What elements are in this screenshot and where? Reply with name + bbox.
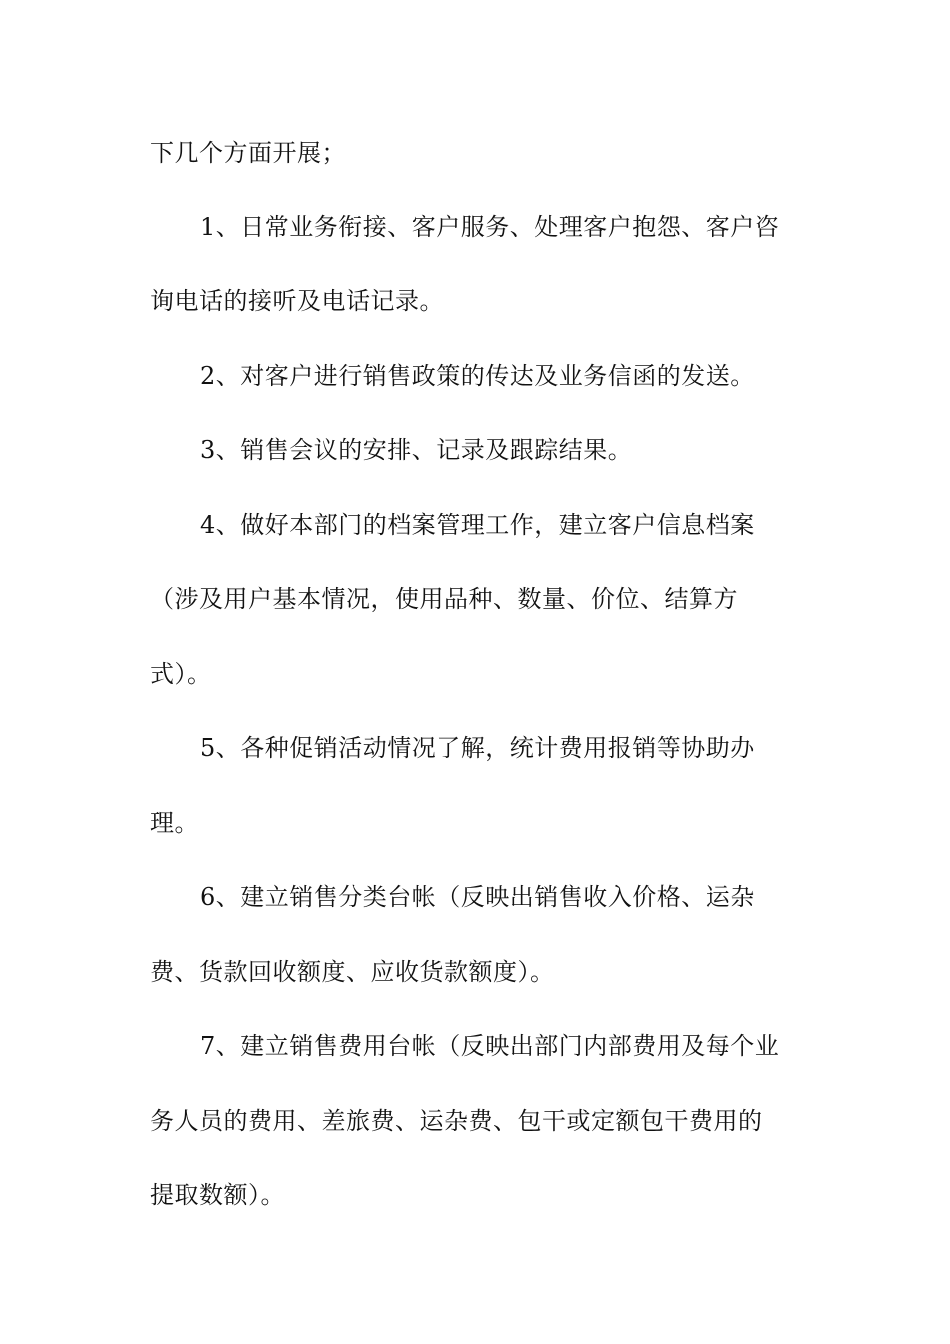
item-4-line-2: （涉及用户基本情况，使用品种、数量、价位、结算方 bbox=[150, 585, 738, 613]
item-5-line-2: 理。 bbox=[150, 809, 199, 837]
item-2-line-1: 2、对客户进行销售政策的传达及业务信函的发送。 bbox=[200, 362, 755, 390]
item-1-line-1: 1、日常业务衔接、客户服务、处理客户抱怨、客户咨 bbox=[200, 213, 780, 241]
item-4-line-3: 式）。 bbox=[150, 660, 212, 688]
paragraph-intro-line: 下几个方面开展； bbox=[150, 139, 346, 167]
item-6-line-1: 6、建立销售分类台帐（反映出销售收入价格、运杂 bbox=[200, 883, 755, 911]
item-4-line-1: 4、做好本部门的档案管理工作，建立客户信息档案 bbox=[200, 511, 755, 539]
item-3-line-1: 3、销售会议的安排、记录及跟踪结果。 bbox=[200, 436, 633, 464]
item-1-line-2: 询电话的接听及电话记录。 bbox=[150, 287, 444, 315]
item-7-line-1: 7、建立销售费用台帐（反映出部门内部费用及每个业 bbox=[200, 1032, 780, 1060]
item-5-line-1: 5、各种促销活动情况了解，统计费用报销等协助办 bbox=[200, 734, 755, 762]
item-6-line-2: 费、货款回收额度、应收货款额度）。 bbox=[150, 958, 555, 986]
item-7-line-2: 务人员的费用、差旅费、运杂费、包干或定额包干费用的 bbox=[150, 1107, 763, 1135]
item-7-line-3: 提取数额）。 bbox=[150, 1181, 285, 1209]
